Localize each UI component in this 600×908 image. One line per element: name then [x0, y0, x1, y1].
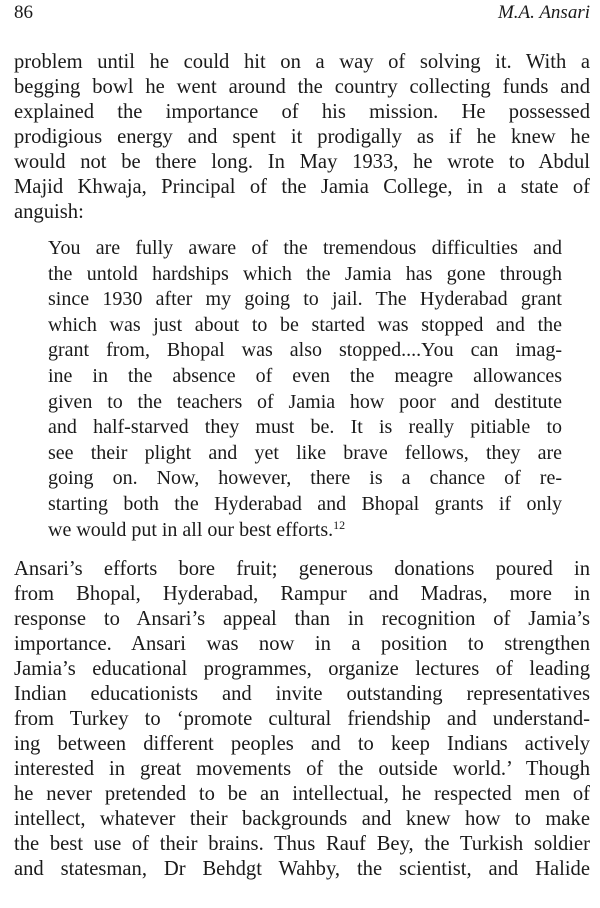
quote-line: since 1930 after my going to jail. The Hyderabad grant — [48, 288, 562, 311]
quote-line: grant from, Bhopal was also stopped....You can imag- — [48, 339, 562, 362]
quote-line: starting both the Hyderabad and Bhopal grants if only — [48, 492, 562, 515]
text-line: intellect, whatever their backgrounds and knew how to make — [14, 808, 590, 830]
quote-line: which was just about to be started was stopped and the — [48, 313, 562, 336]
text-line: explained the importance of his mission. He possessed — [14, 101, 590, 123]
running-head: M.A. Ansari — [497, 2, 590, 23]
paragraph-2 — [14, 557, 590, 882]
text-line: Majid Khwaja, Principal of the Jamia College, in a state of — [14, 176, 590, 198]
text-line: response to Ansari’s appeal than in recognition of Jamia’s — [14, 608, 590, 630]
text-line: Ansari’s efforts bore fruit; generous donations poured in — [14, 558, 590, 580]
text-line: prodigious energy and spent it prodigally as if he knew he — [14, 126, 590, 148]
quote-last-line — [48, 518, 562, 544]
quote-line: ine in the absence of even the meagre allowances — [48, 364, 562, 387]
quote-line: going on. Now, however, there is a chance of re- — [48, 467, 562, 490]
text-line: importance. Ansari was now in a position to strengthen — [14, 633, 590, 655]
quote-line: given to the teachers of Jamia how poor and destitute — [48, 390, 562, 413]
text-line: Jamia’s educational programmes, organize lectures of leading — [14, 658, 590, 680]
page-header — [14, 2, 590, 30]
text-line: from Turkey to ‘promote cultural friendship and understand- — [14, 708, 590, 730]
block-quote — [48, 236, 562, 543]
paragraph-1 — [14, 50, 590, 225]
quote-line: the untold hardships which the Jamia has gone through — [48, 262, 562, 285]
text-line: ing between different peoples and to keep Indians actively — [14, 733, 590, 755]
footnote-reference[interactable]: 12 — [333, 517, 346, 532]
text-line: Indian educationists and invite outstanding representatives — [14, 683, 590, 705]
text-line: problem until he could hit on a way of solving it. With a — [14, 51, 590, 73]
text-line: anguish: — [14, 201, 84, 223]
text-line: interested in great movements of the outside world.’ Though — [14, 758, 590, 780]
text-line: he never pretended to be an intellectual, he respected men of — [14, 783, 590, 805]
text-line: would not be there long. In May 1933, he wrote to Abdul — [14, 151, 590, 173]
page-number: 86 — [14, 2, 33, 23]
quote-line: and half-starved they must be. It is really pitiable to — [48, 416, 562, 439]
text-line: from Bhopal, Hyderabad, Rampur and Madras, more in — [14, 583, 590, 605]
quote-line: You are fully aware of the tremendous difficulties and — [48, 237, 562, 259]
text-line: the best use of their brains. Thus Rauf Bey, the Turkish soldier — [14, 833, 590, 855]
quote-line: see their plight and yet like brave fellows, they are — [48, 441, 562, 464]
text-line: begging bowl he went around the country collecting funds and — [14, 76, 590, 98]
quote-line-text: we would put in all our best efforts. — [48, 518, 334, 541]
text-line: and statesman, Dr Behdgt Wahby, the scientist, and Halide — [14, 858, 590, 880]
